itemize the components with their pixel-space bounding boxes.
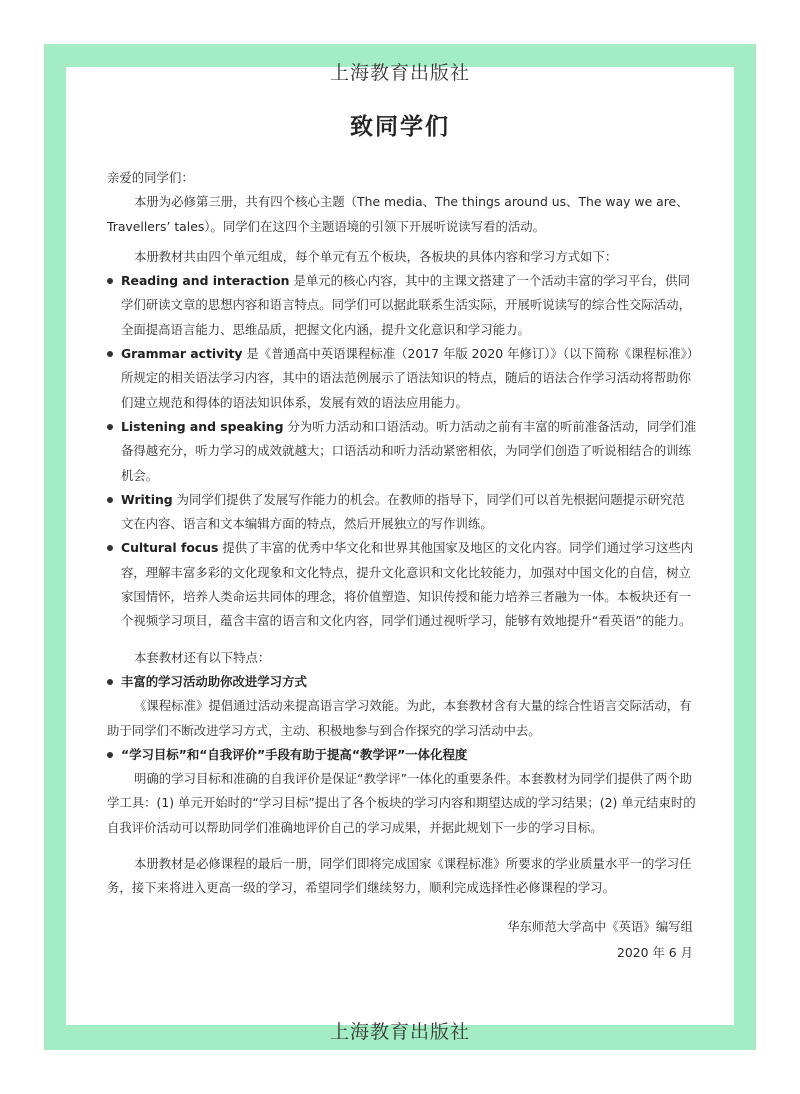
section-text: 提供了丰富的优秀中华文化和世界其他国家及地区的文化内容。同学们通过学习这些内容，理解丰富多彩的文化现象和文化特点，提升文化意识和文化比较能力，加强对中国文化的自信，树立家国情怀，培养人类命运共同体的理念，将价值塑造、知识传授和能力培养三者融为一体。本板块还有一个视频学习项目，蕴含丰富的语言和文化内容，同学们通过视听学习，能够有效地提升“看英语”的能力。 — [121, 540, 694, 629]
publisher-watermark-bottom: 上海教育出版社 — [329, 1021, 470, 1043]
feature-text: 明确的学习目标和准确的自我评价是保证“教学评”一体化的重要条件。本套教材为同学们提供了两个助学工具：(1) 单元开始时的“学习目标”提出了各个板块的学习内容和期望达成的学习结果；(2) 单元结束时的自我评价活动可以帮助同学们准确地评价自己的学习成果，并据此规划下一步的学习目标。 — [107, 771, 696, 835]
bullet-icon — [107, 278, 113, 284]
section-text: 为同学们提供了发展写作能力的机会。在教师的指导下，同学们可以首先根据问题提示研究范文在内容、语言和文本编辑方面的特点，然后开展独立的写作训练。 — [121, 491, 685, 532]
bullet-icon — [107, 679, 113, 685]
section-item — [107, 269, 697, 342]
publisher-watermark-top: 上海教育出版社 — [329, 62, 470, 84]
greeting: 亲爱的同学们： — [107, 170, 194, 185]
signature-block — [507, 914, 693, 966]
structure-intro: 本册教材共由四个单元组成，每个单元有五个板块，各板块的具体内容和学习方式如下： — [134, 248, 618, 264]
section-text: 是单元的核心内容，其中的主课文搭建了一个活动丰富的学习平台，供同学们研读文章的思想内容和语言特点。同学们可以据此联系生活实际，开展听说读写的综合性交际活动，全面提高语言能力、思维品质，把握文化内涵，提升文化意识和学习能力。 — [121, 273, 691, 337]
letter-body — [107, 166, 697, 901]
bullet-icon — [107, 497, 113, 503]
section-head: Grammar activity — [121, 346, 243, 362]
section-item — [107, 488, 697, 537]
bullet-icon — [107, 752, 113, 758]
section-head: Cultural focus — [121, 540, 219, 556]
features-intro: 本套教材还有以下特点： — [134, 649, 271, 665]
page-title: 致同学们 — [350, 114, 450, 140]
feature-item — [107, 743, 697, 767]
section-head: Writing — [121, 491, 173, 507]
section-item — [107, 342, 697, 415]
bullet-icon — [107, 424, 113, 430]
closing-paragraph: 本册教材是必修课程的最后一册，同学们即将完成国家《课程标准》所要求的学业质量水平一的学习任务，接下来将进入更高一级的学习，希望同学们继续努力，顺利完成选择性必修课程的学习。 — [107, 856, 692, 896]
bullet-icon — [107, 351, 113, 357]
intro-paragraph: 本册为必修第三册，共有四个核心主题（The media、The things around us、The way we are、Travellers’ tales）。同学们在这四个主题语境的引领下开展听说读写看的活动。 — [107, 194, 689, 234]
section-item — [107, 536, 697, 633]
section-text: 分为听力活动和口语活动。听力活动之前有丰富的听前准备活动，同学们准备得越充分，听力学习的成效就越大；口语活动和听力活动紧密相依，为同学们创造了听说相结合的训练机会。 — [121, 418, 697, 483]
section-head: Listening and speaking — [121, 418, 284, 434]
section-text: 是《普通高中英语课程标准（2017 年版 2020 年修订）》（以下简称《课程标准》）所规定的相关语法学习内容，其中的语法范例展示了语法知识的特点，随后的语法合作学习活动将帮助你们建立规范和得体的语法知识体系，发展有效的语法应用能力。 — [121, 346, 693, 410]
signature-author: 华东师范大学高中《英语》编写组 — [507, 919, 693, 934]
feature-head: “学习目标”和“自我评价”手段有助于提高“教学评”一体化程度 — [121, 746, 468, 762]
feature-item — [107, 670, 697, 694]
feature-text: 《课程标准》提倡通过活动来提高语言学习效能。为此，本套教材含有大量的综合性语言交际活动，有助于同学们不断改进学习方式，主动、积极地参与到合作探究的学习活动中去。 — [107, 698, 692, 738]
feature-head: 丰富的学习活动助你改进学习方式 — [121, 673, 307, 689]
bullet-icon — [107, 545, 113, 551]
signature-date: 2020 年 6 月 — [616, 945, 693, 960]
section-head: Reading and interaction — [121, 273, 290, 289]
section-item — [107, 415, 697, 488]
